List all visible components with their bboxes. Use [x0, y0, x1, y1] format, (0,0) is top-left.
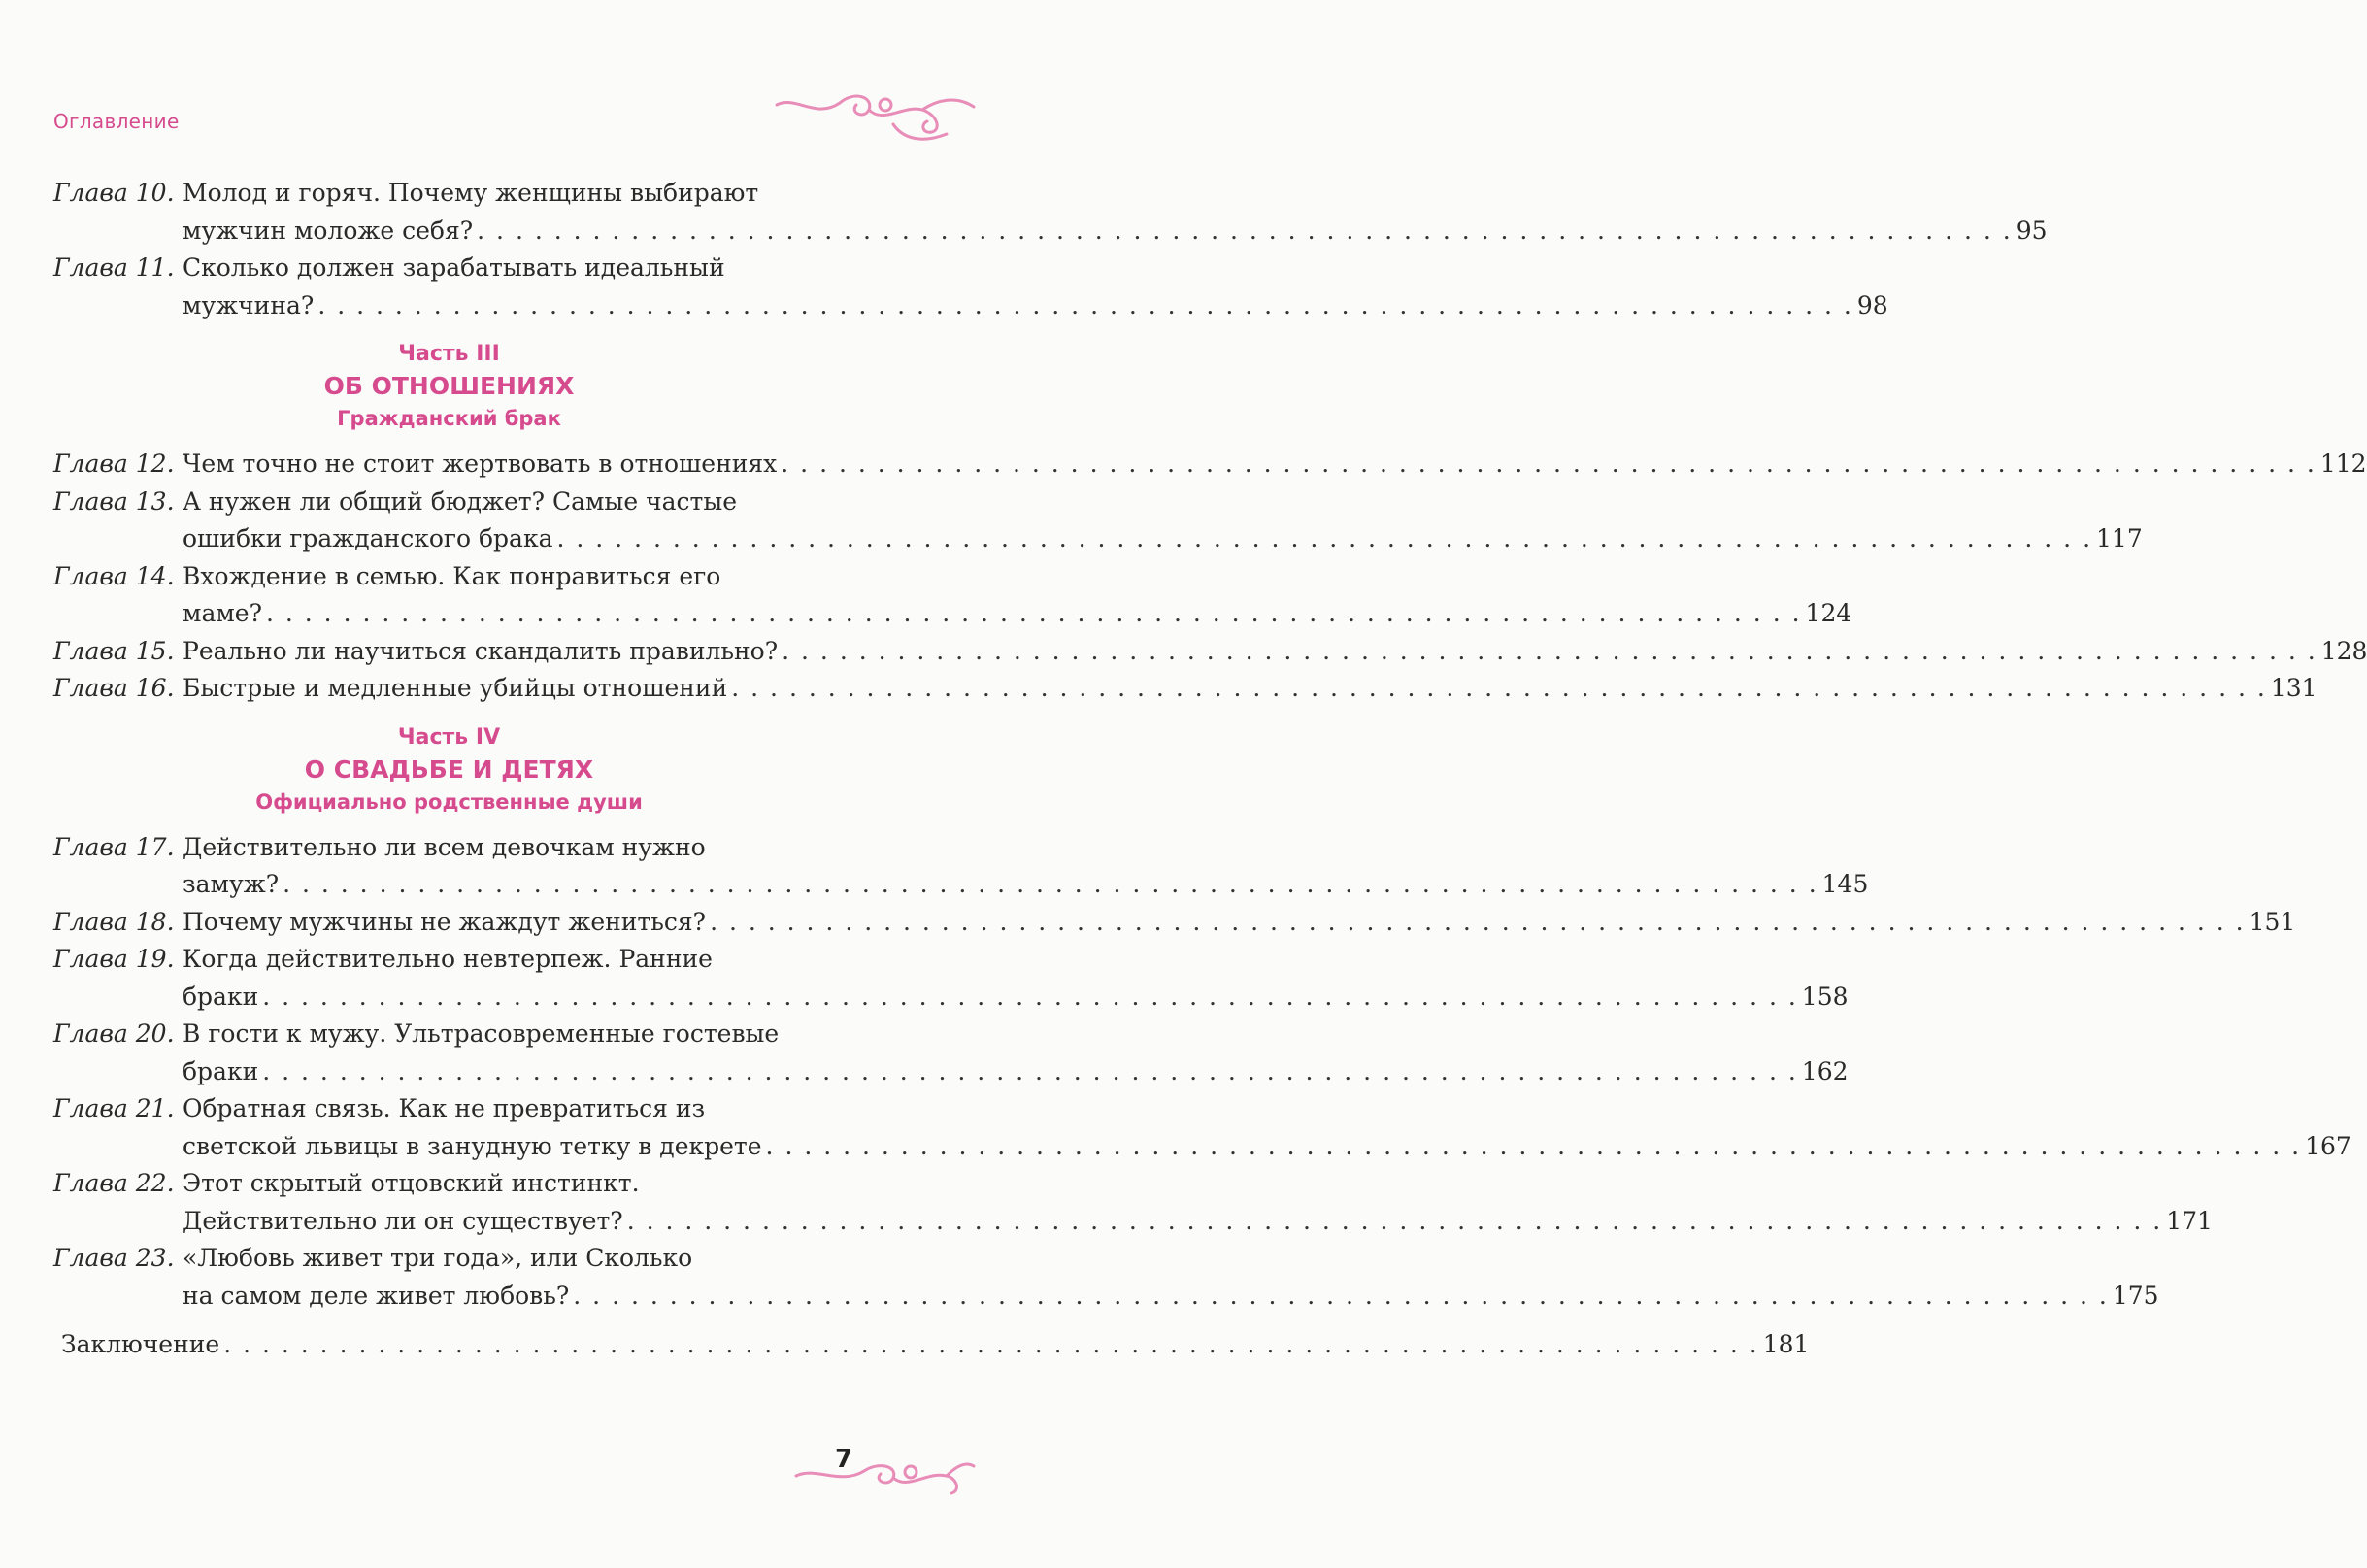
chapter-body [183, 484, 2143, 558]
dot-leader [782, 633, 2317, 671]
chapter-label: Глава 19. [53, 945, 175, 973]
chapter-title-line [183, 1128, 2351, 1166]
dot-leader [556, 520, 2092, 558]
chapter-title-text: Молод и горяч. Почему женщины выбирают [183, 179, 759, 207]
chapter-title-line [183, 1240, 2159, 1278]
toc-entry[interactable] [53, 670, 2317, 708]
chapter-title-line [183, 904, 2295, 942]
chapter-title-line [183, 446, 2367, 484]
chapter-title-line [183, 829, 1868, 867]
chapter-body [183, 1016, 1849, 1090]
page-ref: 162 [1801, 1056, 1849, 1085]
chapter-body [183, 941, 1849, 1016]
chapter-title-text: В гости к мужу. Ультрасовременные гостевые [183, 1019, 780, 1048]
page-ref: 181 [1762, 1330, 1810, 1358]
page-ref: 175 [2112, 1281, 2159, 1310]
chapter-title-line [183, 287, 1888, 325]
chapter-title-text: Обратная связь. Как не превратиться из [183, 1094, 706, 1122]
page-ref: 158 [1801, 982, 1849, 1011]
toc-entry[interactable] [53, 558, 1852, 633]
dot-leader [262, 1053, 1798, 1091]
toc-entry[interactable] [53, 1240, 2159, 1315]
page-ref: 145 [1821, 870, 1869, 898]
page-ref: 128 [2320, 636, 2367, 665]
chapter-label: Глава 21. [53, 1094, 175, 1122]
part-title: О СВАДЬБЕ И ДЕТЯХ [304, 754, 594, 784]
chapter-body [183, 829, 1868, 904]
toc-entry[interactable] [53, 1165, 2213, 1240]
page-ref: 131 [2270, 674, 2317, 702]
toc-entry[interactable] [53, 941, 1849, 1016]
page-ref: 117 [2096, 524, 2143, 552]
chapter-title-line [183, 175, 2048, 213]
dot-leader [262, 979, 1798, 1017]
chapter-label: Глава 12. [53, 450, 175, 478]
chapter-body [183, 633, 2367, 671]
part-num: Часть IV [397, 724, 501, 750]
part-heading [53, 721, 845, 817]
chapter-label: Глава 15. [53, 636, 175, 665]
chapter-title-line [183, 520, 2143, 558]
chapter-title-line [183, 250, 1888, 287]
part-num: Часть III [398, 342, 500, 366]
page-ref: 171 [2166, 1206, 2213, 1235]
chapter-title-text: ошибки гражданского брака [183, 524, 553, 552]
chapter-title-text: браки [183, 1056, 259, 1085]
chapter-title-line [183, 866, 1868, 904]
chapter-title-line [183, 670, 2317, 708]
chapter-label: Глава 23. [53, 1244, 175, 1272]
chapter-title-line [183, 1053, 1849, 1091]
toc-entry[interactable] [53, 904, 2296, 942]
chapter-title-text: светской львицы в занудную тетку в декрете [183, 1131, 762, 1160]
toc-entry[interactable] [53, 1090, 2351, 1165]
chapter-label: Глава 20. [53, 1019, 175, 1048]
chapter-title-text: Чем точно не стоит жертвовать в отношениях [183, 450, 778, 478]
chapter-body [183, 446, 2367, 484]
chapter-label: Глава 13. [53, 486, 175, 516]
part-heading [53, 338, 845, 434]
floral-flourish-icon [777, 76, 974, 163]
page-ref: 95 [2016, 216, 2048, 245]
chapter-title-text: на самом деле живет любовь? [183, 1281, 570, 1310]
dot-leader [627, 1203, 2163, 1241]
chapter-title-line [183, 1278, 2159, 1316]
chapter-title-text: Действительно ли всем девочкам нужно [183, 832, 706, 861]
chapter-label: Глава 18. [53, 907, 175, 936]
toc-entry[interactable] [53, 175, 2048, 250]
chapter-body [183, 558, 1851, 633]
chapter-title-text: Быстрые и медленные убийцы отношений [183, 674, 728, 702]
chapter-label: Глава 10. [53, 179, 175, 207]
chapter-body [183, 250, 1888, 324]
dot-leader [781, 446, 2317, 484]
chapter-title-line [183, 558, 1851, 596]
chapter-title-text: А нужен ли общий бюджет? Самые частые [183, 486, 738, 516]
chapter-title-text: Реально ли научиться скандалить правильно? [183, 636, 779, 665]
chapter-title-line [183, 1016, 1849, 1053]
running-head: Оглавление [53, 110, 180, 133]
chapter-title-text: мужчин моложе себя? [183, 216, 474, 245]
chapter-title-line [183, 595, 1851, 633]
chapter-title-text: Вхождение в семью. Как понравиться его [183, 561, 721, 590]
dot-leader [317, 287, 1853, 325]
dot-leader [766, 1128, 2302, 1166]
toc-entry[interactable] [53, 1016, 1849, 1090]
chapter-title-text: замуж? [183, 870, 280, 898]
page-ref: 167 [2305, 1131, 2351, 1160]
chapter-body [183, 1165, 2213, 1240]
floral-flourish-icon [796, 1437, 974, 1505]
chapter-title-line [183, 484, 2143, 521]
chapter-title-text: «Любовь живет три года», или Сколько [183, 1244, 693, 1272]
page-ref: 151 [2249, 907, 2296, 936]
chapter-title-line [183, 1165, 2213, 1203]
chapter-label: Глава 14. [53, 561, 175, 590]
chapter-body [183, 904, 2295, 942]
chapter-label: Глава 11. [53, 253, 175, 282]
toc-entry-conclusion[interactable] [53, 1326, 1810, 1364]
page-number: 7 [835, 1445, 853, 1474]
chapter-label: Глава 17. [53, 832, 175, 861]
chapter-title-text: Почему мужчины не жаждут жениться? [183, 907, 707, 936]
toc-entry[interactable] [53, 250, 1888, 324]
chapter-title-line [183, 1203, 2213, 1241]
chapter-title-line [183, 979, 1849, 1017]
chapter-title-text: Этот скрытый отцовский инстинкт. [183, 1169, 640, 1197]
chapter-title-text: Сколько должен зарабатывать идеальный [183, 253, 725, 282]
part-subtitle: Официально родственные души [255, 789, 643, 814]
part-subtitle: Гражданский брак [337, 407, 561, 430]
chapter-title-text: Когда действительно невтерпеж. Ранние [183, 945, 713, 973]
dot-leader [573, 1278, 2109, 1316]
chapter-title-line [183, 1090, 2351, 1128]
chapter-title-line [183, 941, 1849, 979]
chapter-title-text: Действительно ли он существует? [183, 1206, 623, 1235]
page-ref: 98 [1856, 290, 1888, 319]
chapter-label: Глава 22. [53, 1169, 175, 1197]
part-title: ОБ ОТНОШЕНИЯХ [323, 372, 575, 400]
chapter-title-line [183, 213, 2048, 250]
chapter-title-text: браки [183, 982, 259, 1011]
page-ref: 112 [2319, 450, 2367, 478]
chapter-title-line [183, 633, 2367, 671]
toc-entry[interactable] [53, 484, 2143, 558]
chapter-title-text: мужчина? [183, 290, 315, 319]
toc-entry[interactable] [53, 446, 2367, 484]
dot-leader [477, 213, 2013, 250]
chapter-body [183, 175, 2048, 250]
conclusion-label: Заключение [61, 1330, 220, 1358]
dot-leader [283, 866, 1818, 904]
table-of-contents [53, 175, 2367, 1364]
chapter-title-text: маме? [183, 599, 262, 627]
dot-leader [223, 1326, 1759, 1364]
chapter-body [183, 1240, 2159, 1315]
dot-leader [731, 670, 2267, 708]
dot-leader [266, 595, 1802, 633]
chapter-body [183, 1090, 2351, 1165]
chapter-body [183, 670, 2317, 708]
page-ref: 124 [1805, 599, 1852, 627]
dot-leader [710, 904, 2246, 942]
toc-entry[interactable] [53, 829, 1869, 904]
toc-entry[interactable] [53, 633, 2367, 671]
chapter-label: Глава 16. [53, 674, 175, 702]
